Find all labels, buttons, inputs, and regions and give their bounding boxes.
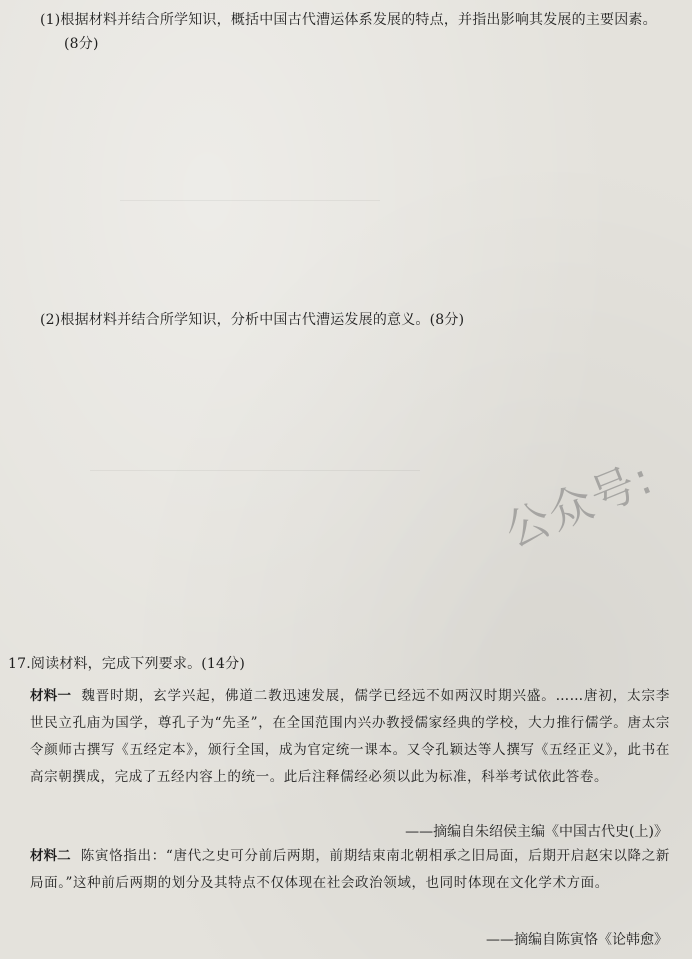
question-16-part-2: (2)根据材料并结合所学知识，分析中国古代漕运发展的意义。(8分): [40, 312, 465, 328]
question-16-part-1-points: (8分): [64, 36, 99, 52]
material-1-label: 材料一: [30, 688, 72, 704]
material-2-label: 材料二: [30, 848, 71, 864]
question-16-part-1: (1)根据材料并结合所学知识，概括中国古代漕运体系发展的特点，并指出影响其发展的主要因素。: [40, 12, 657, 28]
watermark-text: 公众号:: [498, 452, 661, 558]
material-2: [30, 843, 670, 897]
answer-area-faint-line: [120, 200, 380, 201]
question-17-heading: 17.阅读材料，完成下列要求。(14分): [8, 656, 246, 672]
material-1: [30, 683, 670, 791]
answer-area-faint-line: [90, 470, 420, 471]
material-1-source: ——摘编自朱绍侯主编《中国古代史(上)》: [405, 824, 668, 840]
material-1-text: 魏晋时期，玄学兴起，佛道二教迅速发展，儒学已经远不如两汉时期兴盛。……唐初，太宗李世民立孔庙为国学，尊孔子为“先圣”，在全国范围内兴办教授儒家经典的学校，大力推行儒学。唐太宗令颜师古撰写《五经定本》，颁行全国，成为官定统一课本。又令孔颖达等人撰写《五经正义》，此书在高宗朝撰成，完成了五经内容上的统一。此后注释儒经必须以此为标准，科举考试依此答卷。: [30, 688, 671, 785]
material-2-text: 陈寅恪指出：“唐代之史可分前后两期，前期结束南北朝相承之旧局面，后期开启赵宋以降之新局面。”这种前后两期的划分及其特点不仅体现在社会政治领域，也同时体现在文化学术方面。: [30, 848, 670, 891]
material-2-source: ——摘编自陈寅恪《论韩愈》: [486, 932, 668, 948]
